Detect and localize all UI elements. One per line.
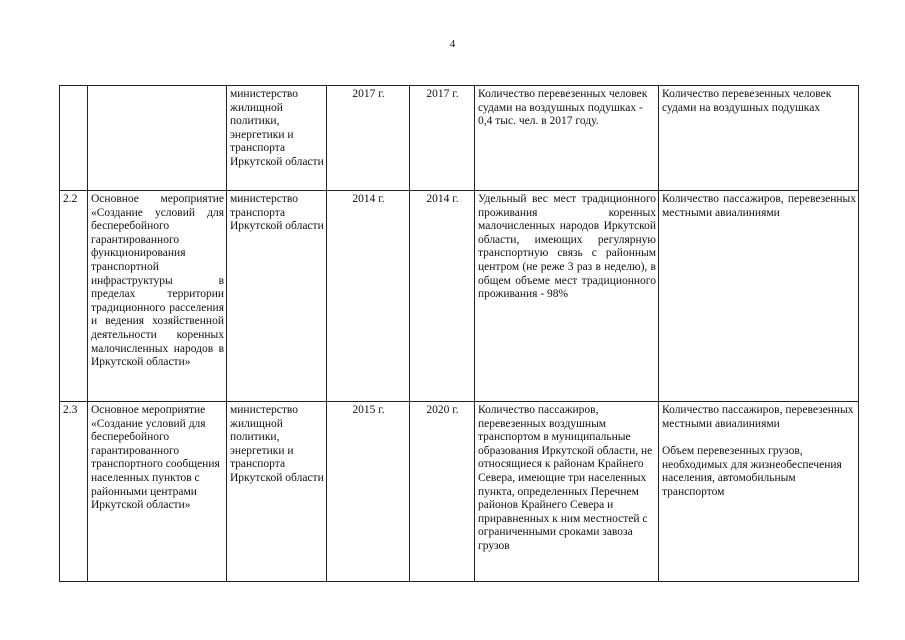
indicator-extra-text: Объем перевезенных грузов, необходимых для жизнеобеспечения населения, автомобильным транспортом — [662, 445, 842, 498]
activity-cell: Основное мероприятие «Создание условий для бесперебойного гарантированного транспортного сообщения населенных пунктов с районными центрами Иркутской области» — [88, 402, 227, 582]
activities-table — [59, 85, 859, 582]
activity-cell: Основное мероприятие «Создание условий для бесперебойного гарантированного функционирования транспортной инфраструктуры в пределах территории традиционного расселения и ведения хозяйственной деятельности коренных малочисленных народов в Иркутской области» — [88, 191, 227, 402]
indicator-cell: Количество пассажиров, перевезенных местными авиалиниями — [659, 191, 859, 402]
indicator-cell — [659, 402, 859, 582]
indicator-cell: Количество перевезенных человек судами на воздушных подушках — [659, 86, 859, 191]
start-year-cell: 2014 г. — [327, 191, 410, 402]
start-year-cell: 2017 г. — [327, 86, 410, 191]
page-number: 4 — [449, 38, 456, 50]
table-row — [60, 402, 859, 582]
result-cell: Количество пассажиров, перевезенных воздушным транспортом в муниципальные образования Иркутской области, не относящиеся к районам Крайнего Севера, имеющие три населенных пункта, определенных Перечнем районов Крайнего Севера и приравненных к ним местностей с ограниченными сроками завоза грузов — [475, 402, 659, 582]
row-number: 2.2 — [60, 191, 88, 402]
executor-cell: министерство жилищной политики, энергетики и транспорта Иркутской области — [227, 402, 327, 582]
result-cell: Удельный вес мест традиционного проживания коренных малочисленных народов Иркутской области, имеющих регулярную транспортную связь с районным центром (не реже 3 раз в неделю), в общем объеме мест традиционного проживания - 98% — [475, 191, 659, 402]
end-year-cell: 2017 г. — [410, 86, 475, 191]
executor-cell: министерство транспорта Иркутской области — [227, 191, 327, 402]
row-number — [60, 86, 88, 191]
end-year-cell: 2014 г. — [410, 191, 475, 402]
row-number: 2.3 — [60, 402, 88, 582]
end-year-cell: 2020 г. — [410, 402, 475, 582]
table-row — [60, 86, 859, 191]
result-cell: Количество перевезенных человек судами на воздушных подушках - 0,4 тыс. чел. в 2017 году. — [475, 86, 659, 191]
indicator-text: Количество пассажиров, перевезенных местными авиалиниями — [662, 404, 854, 430]
start-year-cell: 2015 г. — [327, 402, 410, 582]
executor-cell: министерство жилищной политики, энергетики и транспорта Иркутской области — [227, 86, 327, 191]
table-row — [60, 191, 859, 402]
activity-cell — [88, 86, 227, 191]
